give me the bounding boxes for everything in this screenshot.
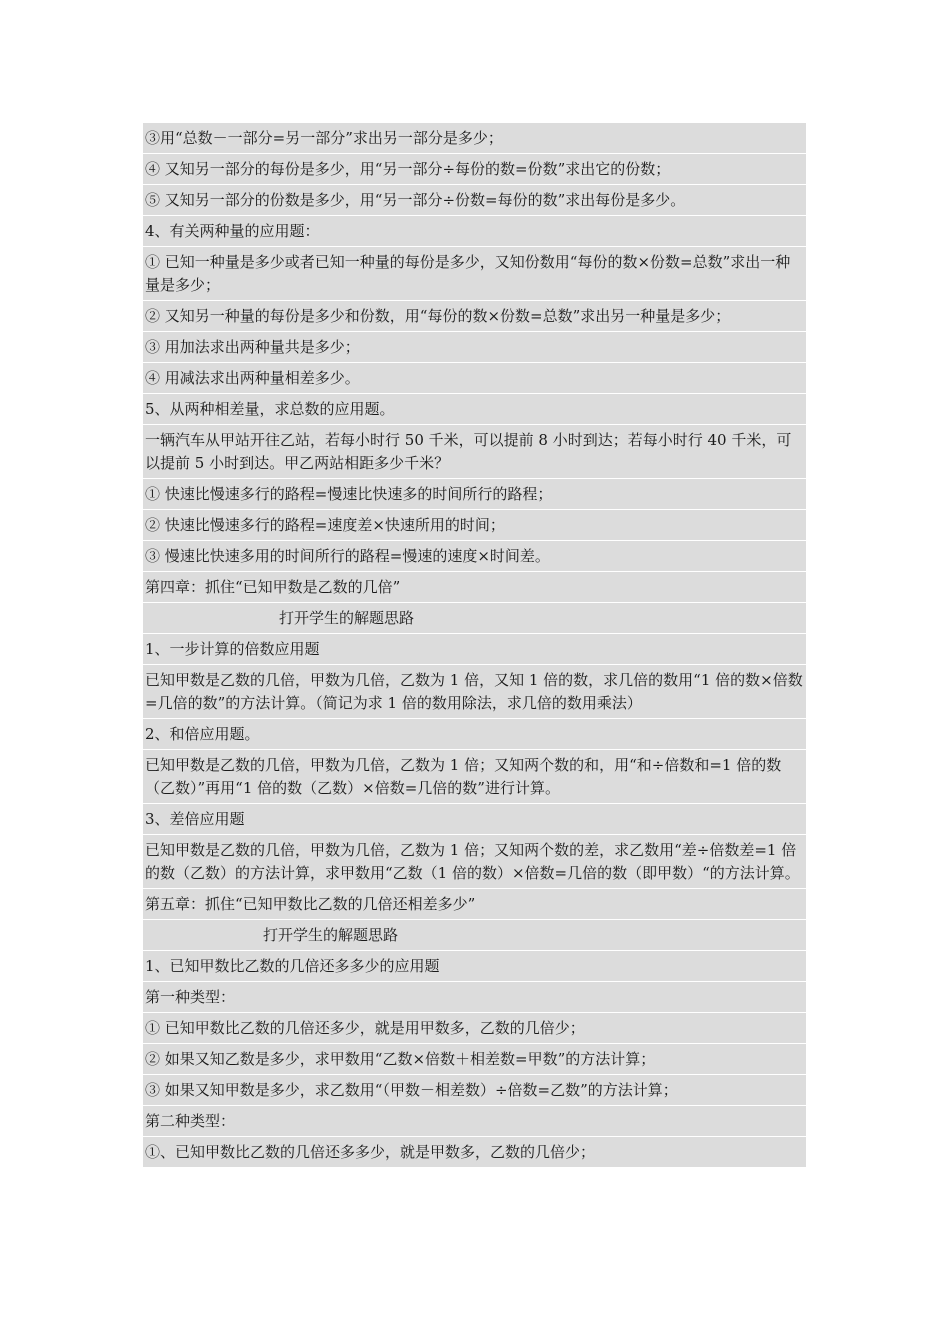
text-line: ② 又知另一种量的每份是多少和份数，用“每份的数×份数=总数”求出另一种量是多少； — [143, 301, 806, 331]
text-line: ③用“总数－一部分=另一部分”求出另一部分是多少； — [143, 123, 806, 153]
document-body — [143, 123, 806, 1168]
chapter-title: 第五章：抓住“已知甲数比乙数的几倍还相差多少” — [143, 889, 806, 919]
chapter-subtitle — [143, 920, 806, 950]
type-heading: 第一种类型： — [143, 982, 806, 1012]
section-heading: 4、有关两种量的应用题： — [143, 216, 806, 246]
text-line: ③ 慢速比快速多用的时间所行的路程=慢速的速度×时间差。 — [143, 541, 806, 571]
text-line: ① 已知一种量是多少或者已知一种量的每份是多少，又知份数用“每份的数×份数=总数”求出一种量是多少； — [143, 247, 806, 300]
text-line: ① 快速比慢速多行的路程=慢速比快速多的时间所行的路程； — [143, 479, 806, 509]
text-line: 已知甲数是乙数的几倍，甲数为几倍，乙数为 1 倍，又知 1 倍的数，求几倍的数用“1 倍的数×倍数=几倍的数”的方法计算。（简记为求 1 倍的数用除法，求几倍的数用乘法） — [143, 665, 806, 718]
text-line: ③ 如果又知甲数是多少，求乙数用“（甲数－相差数）÷倍数=乙数”的方法计算； — [143, 1075, 806, 1105]
section-heading: 5、从两种相差量，求总数的应用题。 — [143, 394, 806, 424]
text-line: ② 快速比慢速多行的路程=速度差×快速所用的时间； — [143, 510, 806, 540]
text-line: 已知甲数是乙数的几倍，甲数为几倍，乙数为 1 倍；又知两个数的和，用“和÷倍数和=1 倍的数（乙数）”再用“1 倍的数（乙数）×倍数=几倍的数”进行计算。 — [143, 750, 806, 803]
section-heading: 1、已知甲数比乙数的几倍还多多少的应用题 — [143, 951, 806, 981]
text-line: ④ 又知另一部分的每份是多少，用“另一部分÷每份的数=份数”求出它的份数； — [143, 154, 806, 184]
text-line: ③ 用加法求出两种量共是多少； — [143, 332, 806, 362]
text-line: ① 已知甲数比乙数的几倍还多少，就是用甲数多，乙数的几倍少； — [143, 1013, 806, 1043]
chapter-subtitle-text: 打开学生的解题思路 — [263, 926, 399, 944]
text-line: ①、已知甲数比乙数的几倍还多多少，就是甲数多，乙数的几倍少； — [143, 1137, 806, 1167]
section-heading: 2、和倍应用题。 — [143, 719, 806, 749]
example-problem: 一辆汽车从甲站开往乙站，若每小时行 50 千米，可以提前 8 小时到达；若每小时行 40 千米，可以提前 5 小时到达。甲乙两站相距多少千米？ — [143, 425, 806, 478]
text-line: ④ 用减法求出两种量相差多少。 — [143, 363, 806, 393]
type-heading: 第二种类型： — [143, 1106, 806, 1136]
section-heading: 1、一步计算的倍数应用题 — [143, 634, 806, 664]
chapter-title: 第四章：抓住“已知甲数是乙数的几倍” — [143, 572, 806, 602]
text-line: ⑤ 又知另一部分的份数是多少，用“另一部分÷份数=每份的数”求出每份是多少。 — [143, 185, 806, 215]
section-heading: 3、差倍应用题 — [143, 804, 806, 834]
text-line: ② 如果又知乙数是多少，求甲数用“乙数×倍数＋相差数=甲数”的方法计算； — [143, 1044, 806, 1074]
chapter-subtitle-text: 打开学生的解题思路 — [279, 609, 415, 627]
text-line: 已知甲数是乙数的几倍，甲数为几倍，乙数为 1 倍；又知两个数的差，求乙数用“差÷倍数差=1 倍的数（乙数）的方法计算，求甲数用“乙数（1 倍的数）×倍数=几倍的数（即甲数）“的方法计算。 — [143, 835, 806, 888]
chapter-subtitle — [143, 603, 806, 633]
